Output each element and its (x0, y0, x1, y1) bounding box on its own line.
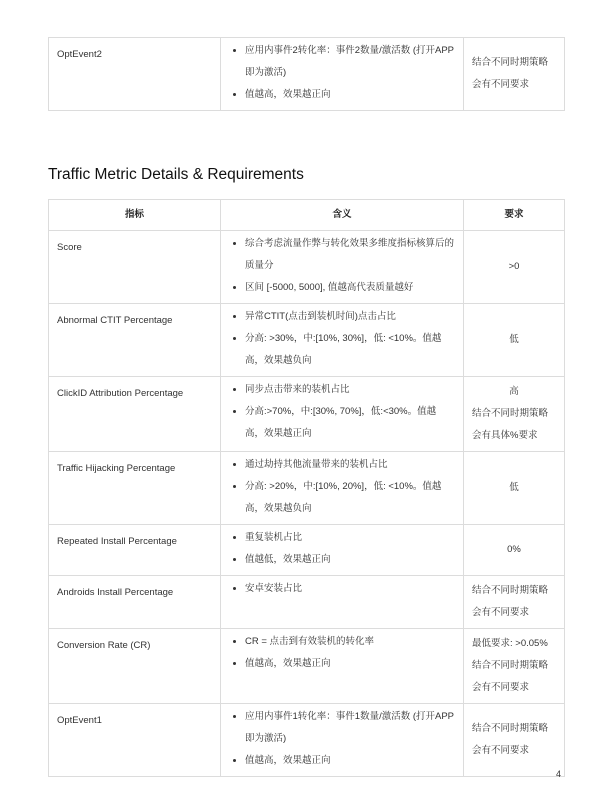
header-row (49, 200, 565, 231)
requirement-text: 最低要求: >0.05% (472, 638, 548, 649)
metric-cell: OptEvent2 (49, 38, 221, 111)
requirement-text: 结合不同时期策略会有不同要求 (472, 660, 549, 693)
table-row (49, 452, 565, 525)
meaning-cell (221, 629, 464, 704)
meaning-bullet: • 安卓安装占比 (245, 578, 455, 600)
header-metric: 指标 (49, 200, 221, 231)
requirement-text: 结合不同时期策略会有不同要求 (472, 57, 549, 90)
meaning-bullet: • 重复装机占比 (245, 527, 455, 549)
requirement-cell (464, 576, 565, 629)
meaning-cell (221, 231, 464, 304)
header-requirement: 要求 (464, 200, 565, 231)
metric-cell: Abnormal CTIT Percentage (49, 304, 221, 377)
meaning-bullet: • 值越高，效果越正向 (245, 84, 455, 106)
requirement-cell (464, 231, 565, 304)
table-row (49, 38, 565, 111)
metric-cell: OptEvent1 (49, 704, 221, 777)
requirement-text: 结合不同时期策略会有不同要求 (472, 585, 549, 618)
meaning-bullet: • 值越高，效果越正向 (245, 750, 455, 772)
table-row (49, 304, 565, 377)
requirement-text: 低 (509, 334, 519, 345)
table-row (49, 377, 565, 452)
meaning-bullet: • 区间 [-5000, 5000], 值越高代表质量越好 (245, 277, 455, 299)
traffic-metrics-table (48, 199, 565, 777)
meaning-bullet: • 应用内事件1转化率：事件1数量/激活数 (打开APP即为激活) (245, 706, 455, 750)
meaning-bullet: • 异常CTIT(点击到装机时间)点击占比 (245, 306, 455, 328)
metric-cell: Traffic Hijacking Percentage (49, 452, 221, 525)
table-row (49, 704, 565, 777)
meaning-bullet: • 综合考虑流量作弊与转化效果多维度指标核算后的质量分 (245, 233, 455, 277)
meaning-cell (221, 576, 464, 629)
requirement-cell (464, 704, 565, 777)
meaning-bullet: • 通过劫持其他流量带来的装机占比 (245, 454, 455, 476)
header-meaning: 含义 (221, 200, 464, 231)
table-row (49, 576, 565, 629)
meaning-bullet: • 值越低，效果越正向 (245, 549, 455, 571)
page-number: 4 (556, 769, 562, 779)
requirement-text: 低 (509, 482, 519, 493)
requirement-cell (464, 377, 565, 452)
requirement-text: 结合不同时期策略会有不同要求 (472, 723, 549, 756)
requirement-cell (464, 38, 565, 111)
requirement-cell (464, 525, 565, 576)
optevent2-table (48, 37, 565, 111)
section-title: Traffic Metric Details & Requirements (48, 166, 304, 183)
meaning-bullet: • CR = 点击到有效装机的转化率 (245, 631, 455, 653)
metric-cell: Androids Install Percentage (49, 576, 221, 629)
metric-cell: Conversion Rate (CR) (49, 629, 221, 704)
meaning-cell (221, 452, 464, 525)
requirement-text: >0 (508, 261, 520, 272)
requirement-text: 结合不同时期策略会有具体%要求 (472, 408, 549, 441)
meaning-cell (221, 525, 464, 576)
meaning-bullet: • 分高: >30%，中:[10%, 30%]，低: <10%。值越高，效果越负向 (245, 328, 455, 372)
metric-cell: Score (49, 231, 221, 304)
metric-cell: ClickID Attribution Percentage (49, 377, 221, 452)
table-row (49, 525, 565, 576)
meaning-cell (221, 704, 464, 777)
requirement-cell (464, 452, 565, 525)
table-row (49, 629, 565, 704)
meaning-cell (221, 377, 464, 452)
meaning-cell (221, 304, 464, 377)
meaning-bullet: • 值越高，效果越正向 (245, 653, 455, 675)
meaning-bullet: • 同步点击带来的装机占比 (245, 379, 455, 401)
table-row (49, 231, 565, 304)
meaning-bullet: • 分高:>70%，中:[30%, 70%]，低:<30%。值越高，效果越正向 (245, 401, 455, 445)
requirement-cell (464, 304, 565, 377)
metric-cell: Repeated Install Percentage (49, 525, 221, 576)
requirement-cell (464, 629, 565, 704)
requirement-text: 高 (509, 386, 519, 397)
meaning-bullet: • 分高: >20%，中:[10%, 20%]，低: <10%。值越高，效果越负向 (245, 476, 455, 520)
meaning-cell (221, 38, 464, 111)
meaning-bullet: • 应用内事件2转化率：事件2数量/激活数 (打开APP即为激活) (245, 40, 455, 84)
requirement-text: 0% (507, 544, 521, 555)
